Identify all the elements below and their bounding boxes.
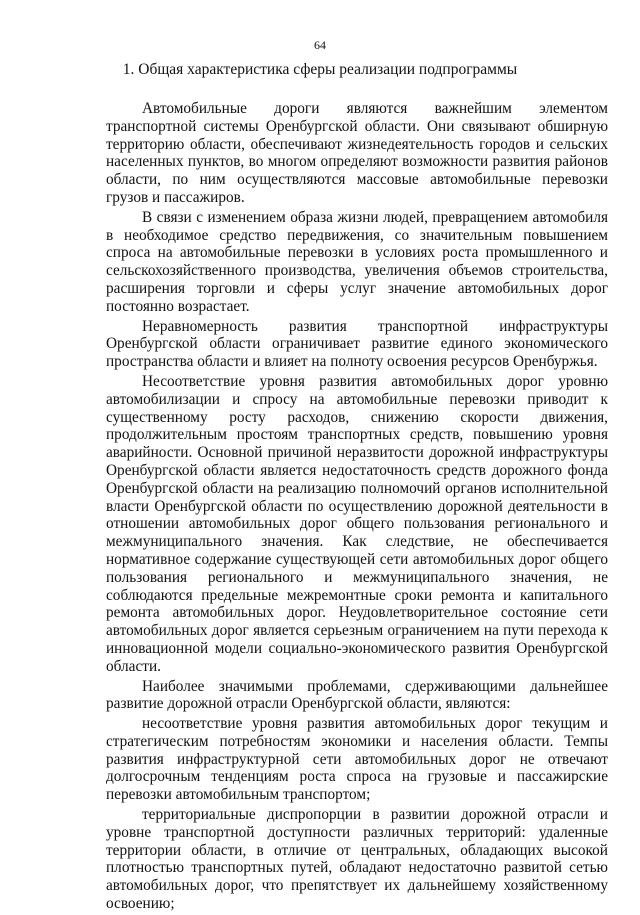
page-number: 64 [314, 38, 326, 52]
list-item-paragraph: несоответствие уровня развития автомобильных дорог текущим и стратегическим потребностям экономики и населения области. Темпы развития инфраструктурной сети автомобильных дорог не отвечают долгосрочным тенденциям роста спроса на грузовые и пассажирские перевозки автомобильным транспортом; [106, 715, 608, 804]
list-item-paragraph: территориальные диспропорции в развитии дорожной отрасли и уровне транспортной доступности различных территорий: удаленные территории области, в отличие от центральных, обладающих высокой плотностью транспортных путей, обладают недостаточно развитой сетью автомобильных дорог, что препятствует их дальнейшему хозяйственному освоению; [106, 806, 608, 913]
paragraph: Автомобильные дороги являются важнейшим элементом транспортной системы Оренбургской области. Они связывают обширную территорию области, обеспечивают жизнедеятельность городов и сельских населенных пунктов, во многом определяют возможности развития районов области, по ним осуществляются массовые автомобильные перевозки грузов и пассажиров. [106, 100, 608, 206]
document-body [106, 100, 608, 915]
paragraph: Неравномерность развития транспортной инфраструктуры Оренбургской области ограничивает развитие единого экономического пространства области и влияет на полноту освоения ресурсов Оренбуржья. [106, 317, 608, 371]
paragraph: Наиболее значимыми проблемами, сдерживающими дальнейшее развитие дорожной отрасли Оренбургской области, являются: [106, 677, 608, 713]
section-heading: 1. Общая характеристика сферы реализации подпрограммы [122, 61, 518, 78]
paragraph: В связи с изменением образа жизни людей, превращением автомобиля в необходимое средство передвижения, со значительным повышением спроса на автомобильные перевозки в условиях роста промышленного и сельскохозяйственного производства, увеличения объемов строительства, расширения торговли и сферы услуг значение автомобильных дорог постоянно возрастает. [106, 208, 608, 315]
paragraph: Несоответствие уровня развития автомобильных дорог уровню автомобилизации и спросу на автомобильные перевозки приводит к существенному росту расходов, снижению скорости движения, продолжительным простоям транспортных средств, повышению уровня аварийности. Основной причиной неразвитости дорожной инфраструктуры Оренбургской области является недостаточность средств дорожного фонда Оренбургской области на реализацию полномочий органов исполнительной власти Оренбургской области по осуществлению дорожной деятельности в отношении автомобильных дорог общего пользования регионального и межмуниципального значения. Как следствие, не обеспечивается нормативное содержание существующей сети автомобильных дорог общего пользования регионального и межмуниципального значения, не соблюдаются предельные межремонтные сроки ремонта и капитального ремонта автомобильных дорог. Неудовлетворительное состояние сети автомобильных дорог является серьезным ограничением на пути перехода к инновационной модели социально-экономического развития Оренбургской области. [106, 372, 608, 675]
